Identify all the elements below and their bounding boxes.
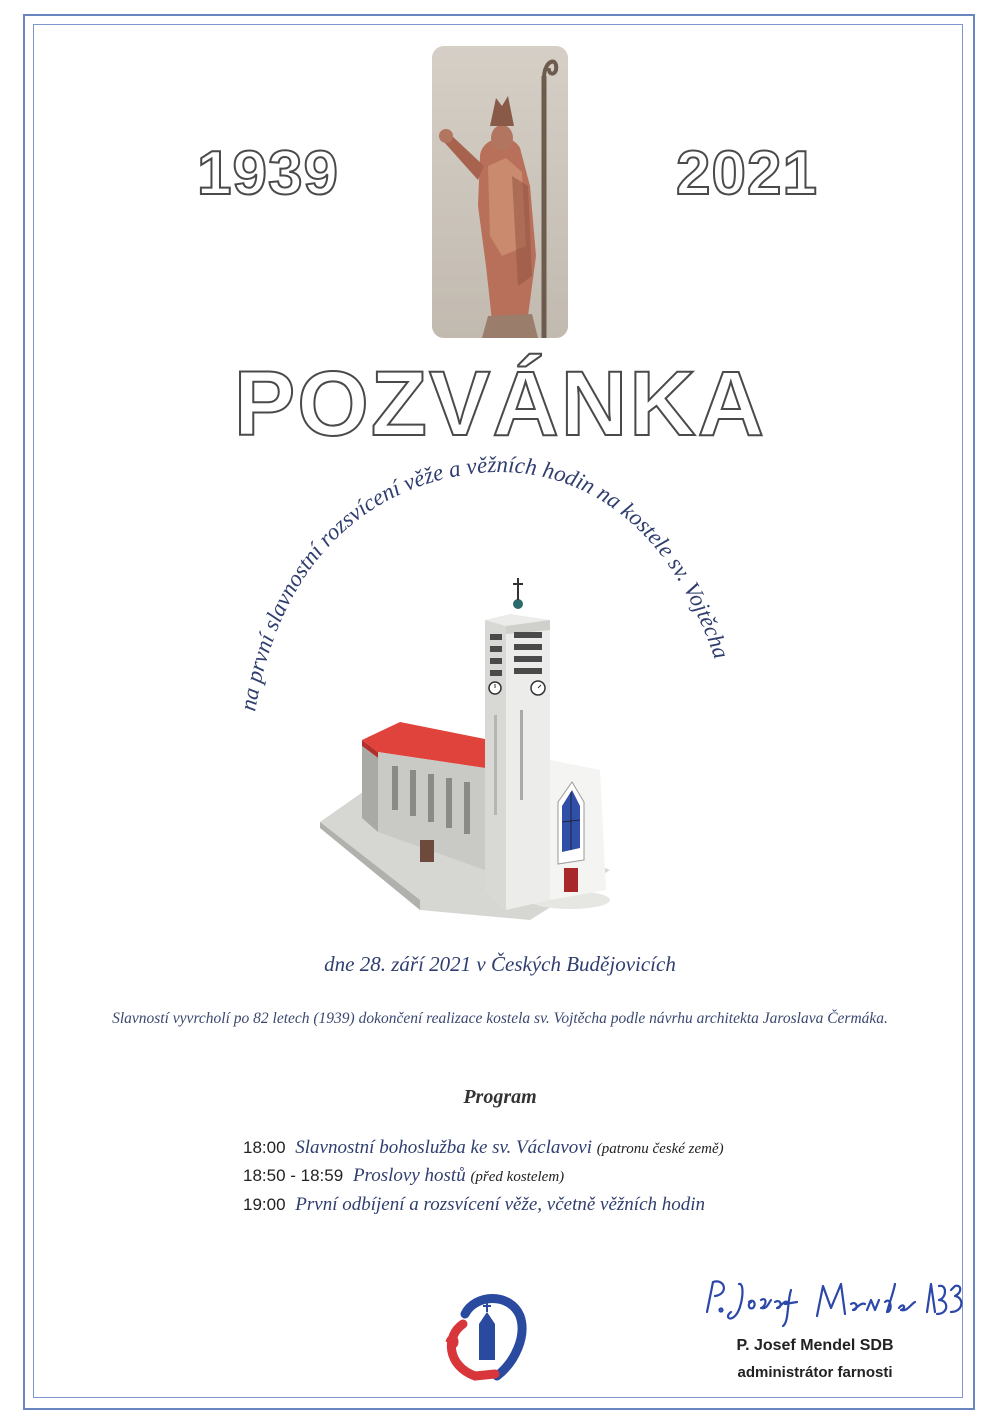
program-item: [243, 1137, 724, 1159]
start-year: 1939: [197, 139, 339, 208]
program-event: Proslovy hostů: [352, 1165, 466, 1186]
program-time: 18:00: [243, 1138, 286, 1157]
program-note: (patronu české země): [596, 1141, 724, 1157]
program-time: 18:50 - 18:59: [243, 1166, 344, 1185]
program-item: [243, 1194, 705, 1216]
program-heading: Program: [463, 1086, 537, 1108]
event-date: dne 28. září 2021 v Českých Budějovicích: [324, 952, 676, 976]
signer-role: administrátor farnosti: [737, 1364, 893, 1381]
program-event: První odbíjení a rozsvícení věže, včetně věžních hodin: [295, 1194, 706, 1215]
program-note: (před kostelem): [470, 1169, 565, 1185]
signature: [695, 1272, 975, 1332]
event-summary: Slavností vyvrcholí po 82 letech (1939) dokončení realizace kostela sv. Vojtěcha podle návrhu architekta Jaroslava Čermáka.: [112, 1010, 888, 1027]
program-event: Slavnostní bohoslužba ke sv. Václavovi: [295, 1137, 593, 1158]
page-title: POZVÁNKA: [233, 353, 767, 455]
signer-name: P. Josef Mendel SDB: [736, 1337, 894, 1354]
end-year: 2021: [676, 139, 818, 208]
program-time: 19:00: [243, 1195, 286, 1214]
parish-logo: [435, 1284, 535, 1384]
arc-subtitle-text: na první slavnostní rozsvícení věže a věžních hodin na kostele sv. Vojtěcha: [235, 451, 735, 713]
program-item: [243, 1165, 564, 1187]
church-illustration: [310, 570, 660, 920]
